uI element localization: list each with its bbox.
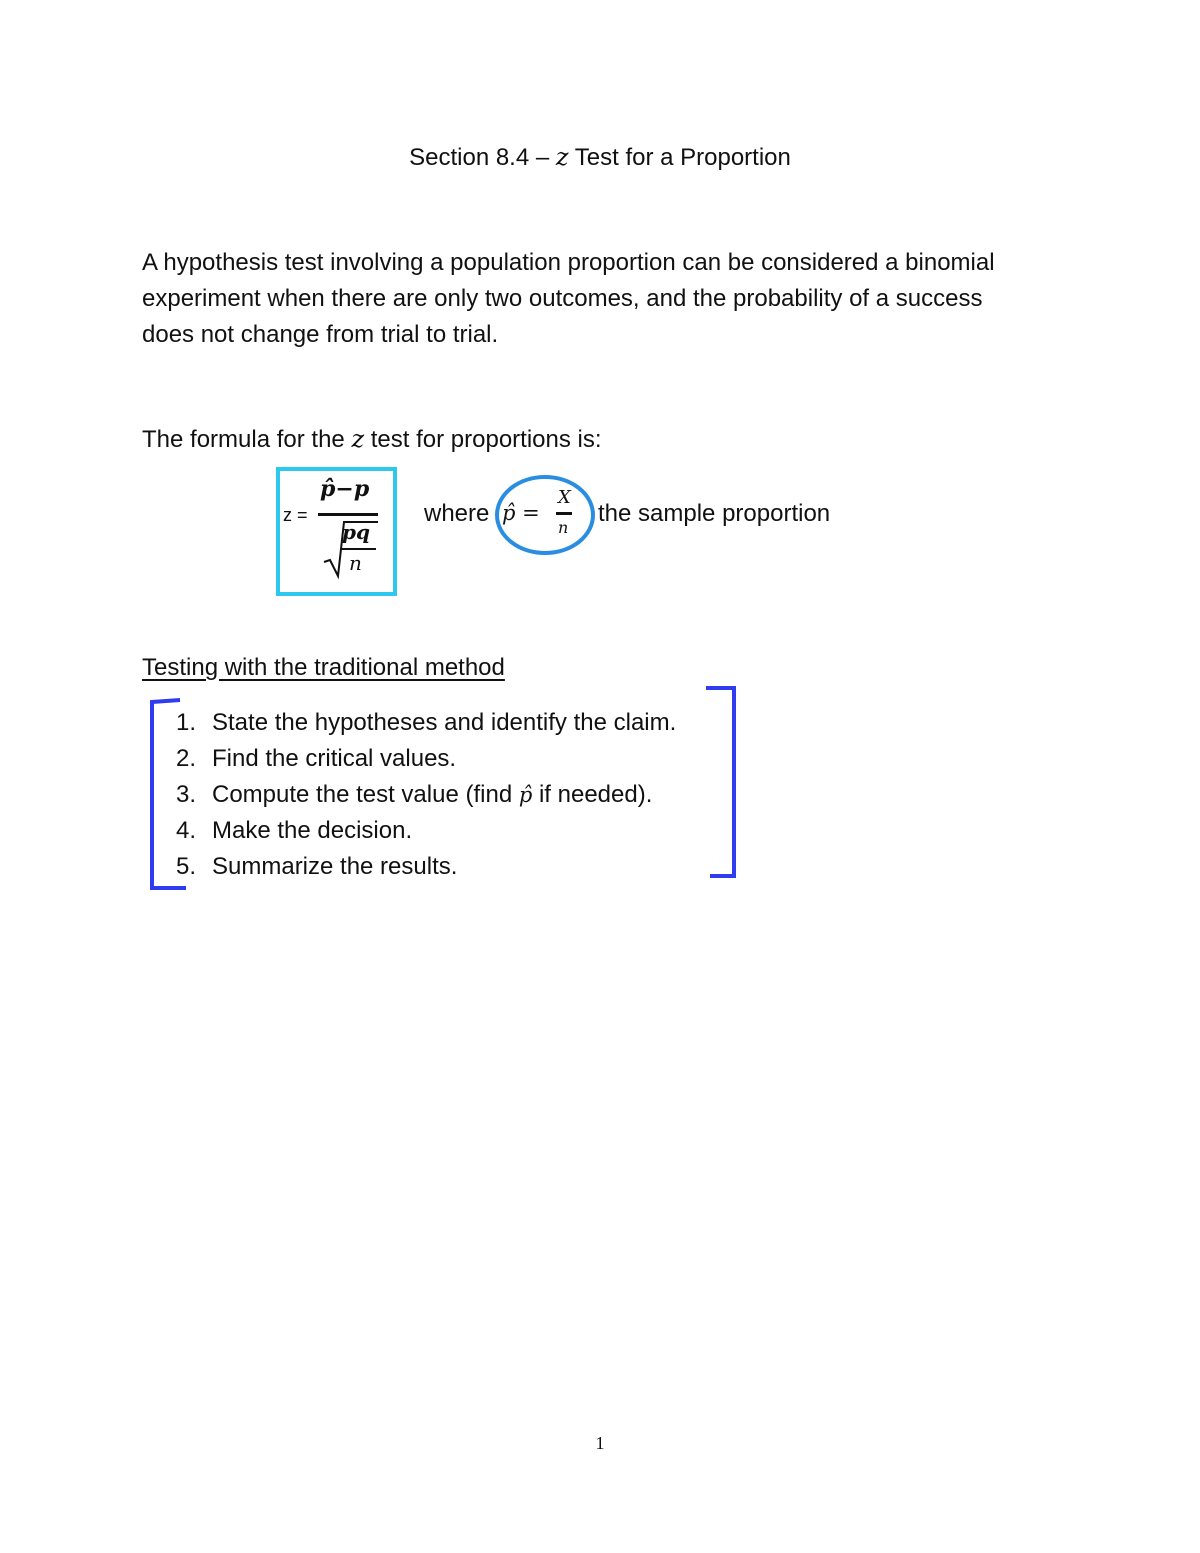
phat-symbol: p̂ = xyxy=(502,501,540,525)
sample-proportion-label: the sample proportion xyxy=(598,500,831,527)
formula-inner-numerator: pq xyxy=(342,520,370,544)
page-number: 1 xyxy=(595,1433,605,1453)
formula-intro: The formula for the z test for proportions is: xyxy=(142,425,602,453)
section-title: Section 8.4 – z Test for a Proportion xyxy=(409,143,791,171)
step-item: 5. Summarize the results. xyxy=(176,853,458,880)
step-item: 1. State the hypotheses and identify the claim. xyxy=(176,709,677,736)
intro-line-3: does not change from trial to trial. xyxy=(142,321,499,348)
intro-line-2: experiment when there are only two outcomes, and the probability of a success xyxy=(142,285,983,312)
formula-fraction-bar xyxy=(318,513,378,516)
formula-inner-denominator: n xyxy=(349,551,362,575)
step-item: 2. Find the critical values. xyxy=(176,745,457,772)
intro-line-1: A hypothesis test involving a population proportion can be considered a binomial xyxy=(142,249,995,276)
where-label: where xyxy=(424,500,490,527)
formula-inner-fraction-bar xyxy=(340,548,376,550)
sample-proportion-circle-annotation xyxy=(492,472,602,558)
x-numerator: X xyxy=(558,487,571,508)
step-item: 3. Compute the test value (find p̂ if needed). xyxy=(176,781,653,808)
n-denominator: n xyxy=(558,518,569,537)
right-bracket-annotation xyxy=(704,684,740,882)
formula-numerator: p̂−p xyxy=(320,476,370,502)
traditional-method-heading: Testing with the traditional method xyxy=(142,654,505,681)
steps-list xyxy=(176,705,676,885)
step-item: 4. Make the decision. xyxy=(176,817,413,844)
formula-lhs: z = xyxy=(283,505,308,525)
